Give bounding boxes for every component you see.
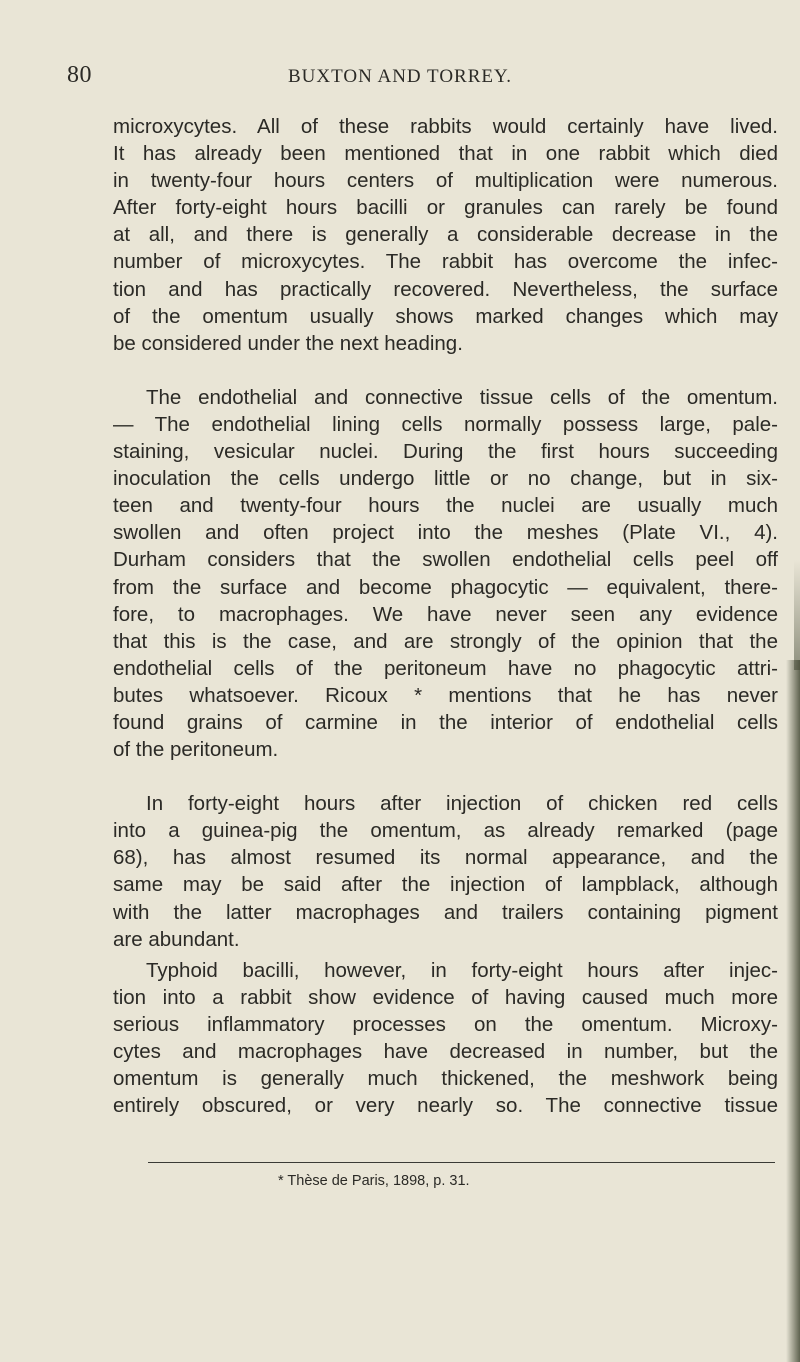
text-line: After forty-eight hours bacilli or granules can rarely be found [113, 196, 778, 220]
text-line: cytes and macrophages have decreased in number, but the [113, 1040, 778, 1063]
text-line: be considered under the next heading. [113, 331, 463, 355]
section-heading-line: The endothelial and connective tissue cells of the omentum. [146, 385, 778, 409]
text-line: Typhoid bacilli, however, in forty-eight hours after injec- [146, 958, 778, 982]
paragraph-1 [113, 113, 778, 357]
text-line: butes whatsoever. Ricoux * mentions that he has never [113, 683, 778, 707]
text-line: endothelial cells of the peritoneum have no phagocytic attri- [113, 656, 778, 680]
text-line: are abundant. [113, 927, 240, 951]
page-edge-shadow [786, 660, 800, 1362]
text-line: omentum is generally much thickened, the meshwork being [113, 1067, 778, 1091]
footnote: * Thèse de Paris, 1898, p. 31. [278, 1173, 470, 1189]
text-line: entirely obscured, or very nearly so. The connective tissue [113, 1094, 778, 1118]
text-line: tion into a rabbit show evidence of having caused much more [113, 985, 778, 1009]
text-line: It has already been mentioned that in one rabbit which died [113, 142, 778, 166]
text-line: that this is the case, and are strongly of the opinion that the [113, 629, 778, 653]
page-edge-shadow [794, 560, 800, 670]
text-line: same may be said after the injection of lampblack, although [113, 873, 778, 897]
text-line: staining, vesicular nuclei. During the first hours succeeding [113, 440, 778, 464]
text-line: with the latter macrophages and trailers containing pigment [113, 900, 778, 924]
footnote-divider [148, 1162, 775, 1163]
text-line: serious inflammatory processes on the omentum. Microxy- [113, 1012, 778, 1036]
text-line: tion and has practically recovered. Nevertheless, the surface [113, 277, 778, 301]
text-line: fore, to macrophages. We have never seen any evidence [113, 602, 778, 626]
paragraph-4 [113, 957, 778, 1120]
text-line: microxycytes. All of these rabbits would certainly have lived. [113, 115, 778, 138]
text-line: teen and twenty-four hours the nuclei are usually much [113, 494, 778, 518]
text-line: Durham considers that the swollen endothelial cells peel off [113, 548, 778, 572]
text-line: from the surface and become phagocytic — equivalent, there- [113, 575, 778, 599]
text-line: found grains of carmine in the interior of endothelial cells [113, 710, 778, 734]
text-line: in twenty-four hours centers of multiplication were numerous. [113, 169, 778, 193]
text-line: into a guinea-pig the omentum, as already remarked (page [113, 819, 778, 843]
page-number: 80 [67, 62, 92, 88]
text-line: of the omentum usually shows marked changes which may [113, 304, 778, 328]
body-text [113, 113, 778, 1119]
paragraph-2 [113, 384, 778, 763]
text-line: number of microxycytes. The rabbit has overcome the infec- [113, 250, 778, 274]
text-line: — The endothelial lining cells normally possess large, pale- [113, 412, 778, 436]
text-line: at all, and there is generally a considerable decrease in the [113, 223, 778, 247]
text-line: In forty-eight hours after injection of chicken red cells [146, 792, 778, 816]
running-header: BUXTON AND TORREY. [287, 66, 513, 87]
text-line: 68), has almost resumed its normal appearance, and the [113, 846, 778, 870]
text-line: swollen and often project into the meshes (Plate VI., 4). [113, 521, 778, 545]
paragraph-3 [113, 790, 778, 953]
text-line: inoculation the cells undergo little or no change, but in six- [113, 467, 778, 491]
text-line: of the peritoneum. [113, 738, 279, 762]
